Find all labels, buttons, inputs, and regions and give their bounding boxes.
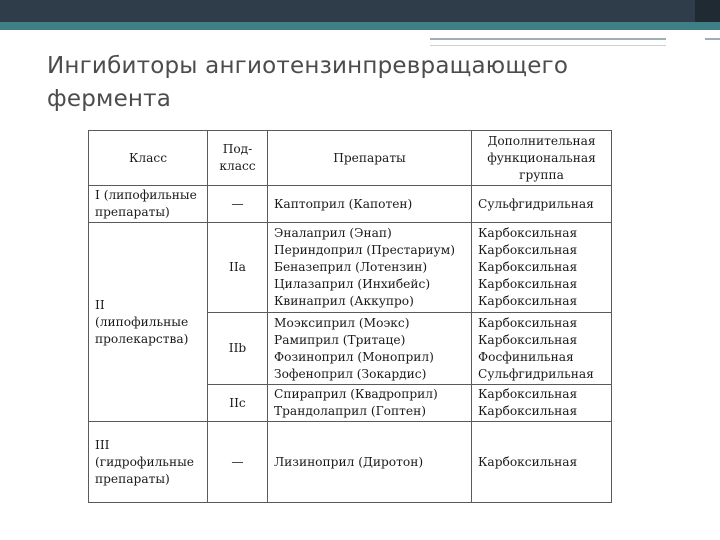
decorative-rule [430,45,666,46]
subclass-cell: IIb [208,313,268,385]
subclass-cell: — [208,422,268,503]
header-class: Класс [89,131,208,186]
drugs-cell: Лизиноприл (Диротон) [268,422,472,503]
drugs-cell: Каптоприл (Капотен) [268,186,472,223]
decorative-rule [430,38,666,40]
decorative-rule [705,38,720,40]
slide-title-line: фермента [47,86,172,112]
table-header-row [89,131,612,186]
header-drugs: Препараты [268,131,472,186]
ace-inhibitors-table [88,130,612,503]
class-cell: I (липофильные препараты) [89,186,208,223]
group-cell: Карбоксильная [472,422,612,503]
table-row [89,223,612,313]
class-cell: II (липофильные пролекарства) [89,223,208,422]
header-functional-group: Дополнительная функциональная группа [472,131,612,186]
class-cell: III (гидрофильные препараты) [89,422,208,503]
header-bar-accent [695,0,720,22]
subclass-cell: IIc [208,385,268,422]
group-cell: Сульфгидрильная [472,186,612,223]
drugs-cell: Эналаприл (Энап) Периндоприл (Престариум) Беназеприл (Лотензин) Цилазаприл (Инхибейс) Квинаприл (Аккупро) [268,223,472,313]
drugs-cell: Спираприл (Квадроприл) Трандолаприл (Гоптен) [268,385,472,422]
table-row [89,422,612,503]
header-subclass: Под- класс [208,131,268,186]
group-cell: Карбоксильная Карбоксильная [472,385,612,422]
header-bar-dark [0,0,720,22]
group-cell: Карбоксильная Карбоксильная Фосфинильная Сульфгидрильная [472,313,612,385]
slide-title [47,50,667,116]
subclass-cell: IIa [208,223,268,313]
slide-title-line: Ингибиторы ангиотензинпревращающего [47,53,569,79]
table-row [89,186,612,223]
drugs-cell: Моэксиприл (Моэкс) Рамиприл (Тритаце) Фозиноприл (Моноприл) Зофеноприл (Зокардис) [268,313,472,385]
subclass-cell: — [208,186,268,223]
group-cell: Карбоксильная Карбоксильная Карбоксильная Карбоксильная Карбоксильная [472,223,612,313]
header-bar-teal [0,22,720,30]
